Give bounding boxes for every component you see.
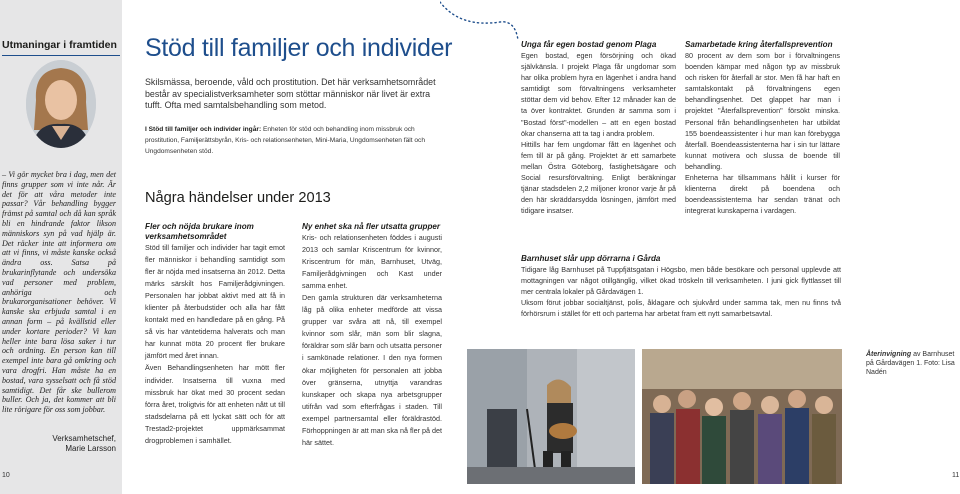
article-heading: Barnhuset slår upp dörrarna i Gårda	[521, 254, 661, 263]
article-heading: Unga får egen bostad genom Plaga	[521, 40, 657, 49]
photo-musician	[467, 349, 635, 484]
page-number-left: 10	[2, 472, 10, 479]
sidebar-title: Utmaningar i framtiden	[2, 39, 117, 51]
units-paragraph	[145, 124, 447, 157]
photo-caption	[866, 350, 958, 377]
audience-illustration	[642, 349, 842, 484]
article-body: 80 procent av dem som bor i förvaltningens boenden kämpar med någon typ av missbruk och risken för återfall är stor. Men få har haft en samtalskontakt på förvaltningens egen behandlingsenhet. Det glappet har man i projektet "Återfallsprevention" försökt minska. Personal från behandlingsenheten har utbildat 155 boendeassistenter i hur man kan förebygga återfall. Boendeassistenterna har i sin tur lättare kunnat motivera och slussa de boende till behandling. Enheterna har tillsammans hållit i kurser för klienterna direkt på boendena och boendeassistenterna har sendan tränat och integrerat kunskaperna i vardagen.	[685, 51, 840, 216]
signature-role: Verksamhetschef,	[52, 434, 116, 443]
article-barnhuset	[521, 254, 841, 319]
sidebar-quote: – Vi gör mycket bra i dag, men det finns grupper som vi inte når. Är det för att våra metoder inte passar? Vår behandling bygger främst på samtal och då kan språk bli en hindrande faktor likson människors syn på vad hjälp är. Det räcker inte att informera om att vi finns, vi måste kanske också ändra oss. Satsa på brukarinflytande och undersöka vad personer med problem, anhöriga och brukarorganisationer behöver. Vi kanske ska erbjuda samtal i en annan form – på kvällstid eller under kortare perioder? Vi kan heller inte bara lösa saker i tur och ordning. En person kan till exempel inte bara gå omkring och vara drogfri. Han måste ha en bostad, vara sysselsatt och få stöd samtidigt. Det får ske bullerom buller. Och ja, det kommer att bli lite rörigare för oss som jobbar.	[2, 170, 116, 415]
signature-name: Marie Larsson	[65, 444, 116, 453]
photo-audience	[642, 349, 842, 484]
quote-signature	[2, 434, 116, 454]
units-list: Enheten för stöd och behandling inom missbruk och prostitution, Familjerättsbyrån, Kris- och relationsenheten, Mini-Maria, Ungdomsenheten fält och Ungdomsenheten stöd.	[145, 126, 425, 155]
sidebar-divider	[2, 55, 120, 56]
article-body: Stöd till familjer och individer har tagit emot fler människor i behandling samtidigt som fler är nöjda med insatserna än 2012. Detta märks särskilt hos Familjerådgivningen. Personalen har jobbat aktivt med att få in klienter på återbudstider och alla har fått kontakt med en handledare på en gång. På så vis har väntetiderna halverats och man har kunnat möta 20 procent fler brukare jämfört med året innan. Även Behandlingsenheten har mött fler individer. Insatserna till vuxna med missbruk har ökat med 30 procent sedan förra året, troligtvis för att enheten nått ut till stadsdelarna på ett lyckat sätt och för att Trestad2-projektet uppmärksammat drogproblemen i samhället.	[145, 243, 285, 445]
page-number-right: 11	[952, 472, 960, 479]
units-lead: I Stöd till familjer och individer ingår:	[145, 126, 262, 133]
musician-illustration	[467, 349, 635, 484]
article-heading: Fler och nöjda brukare inom verksamhetsområdet	[145, 222, 254, 241]
portrait-photo	[26, 60, 96, 148]
portrait-illustration	[26, 60, 96, 148]
article-body: Egen bostad, egen försörjning och ökad självkänsla. I projekt Plaga får ungdomar som har olika problem hyra en lägenhet i andra hand samtidigt som förvaltningens verksamheter stöttar dem vid behov. Efter 12 månader kan de ta över kontraktet. Grunden är samma som i "Bostad först"-modellen – att en egen bostad ökar chanserna att ta tag i andra problem. Hittills har fem ungdomar fått en lägenhet och fem till är på gång. Projektet är ett samarbete mellan Östra Göteborg, fastighetsägare och Social resursförvaltning. Enligt beräkningar tjänar stadsdelen 2,2 miljoner kronor varje år på den här skräddarsydda lösningen, jämfört med tidigare insatser.	[521, 51, 676, 216]
caption-bold: Återinvigning	[866, 351, 912, 358]
article-heading: Samarbetade kring återfallsprevention	[685, 40, 833, 49]
article-new-unit	[302, 222, 442, 449]
caption-text: av Barnhuset på Gårdavägen 1. Foto: Lisa Nadén	[866, 351, 955, 376]
events-heading: Några händelser under 2013	[145, 190, 331, 206]
intro-paragraph: Skilsmässa, beroende, våld och prostitution. Det här verksamhetsområdet består av specialistverksamheter som stöttar människor när livet är extra tufft. Ofta med samtalsbehandling som metod.	[145, 77, 436, 111]
page-title: Stöd till familjer och individer	[145, 34, 453, 62]
article-relapse-prevention	[685, 40, 840, 216]
article-satisfied-users	[145, 222, 285, 447]
article-plaga	[521, 40, 676, 216]
article-heading: Ny enhet ska nå fler utsatta grupper	[302, 222, 441, 231]
article-body: Kris- och relationsenheten föddes i augusti 2013 och samlar Kriscentrum för kvinnor, Kriscentrum för män, Barnhuset, Utväg, Familjerådgivningen och Kast under samma enhet. Den gamla strukturen där verksamheterna låg på olika enheter medförde att vissa grupper var svåra att nå, till exempel kvinnor som slår, män som blir slagna, föräldrar som slår barn och utsatta personer i samkönade relationer. I den nya formen ökar möjligheten för personalen att jobba över gränserna, utnyttja varandras kunskaper och skapa nya arbetsgrupper utifrån vad som efterfrågas i staden. Till exempel partnersamtal eller föräldrastöd. Förhoppningen är att man ska nå fler på det här sättet.	[302, 233, 442, 447]
article-body: Tidigare låg Barnhuset på Tuppfjätsgatan i Högsbo, men både besökare och personal upplevde att mottagningen var något otillgänglig, vilket ökad tröskeln till verksamheten. I juni gick flyttlasset till mer centrala lokaler på Gårdavägen 1. Uksom förut jobbar socialtjänst, polis, åklagare och sjukvård under samma tak, men nu finns två förhörsrum i stället för ett och parterna har arbetat fram ett nytt samarbetsavtal.	[521, 265, 841, 319]
